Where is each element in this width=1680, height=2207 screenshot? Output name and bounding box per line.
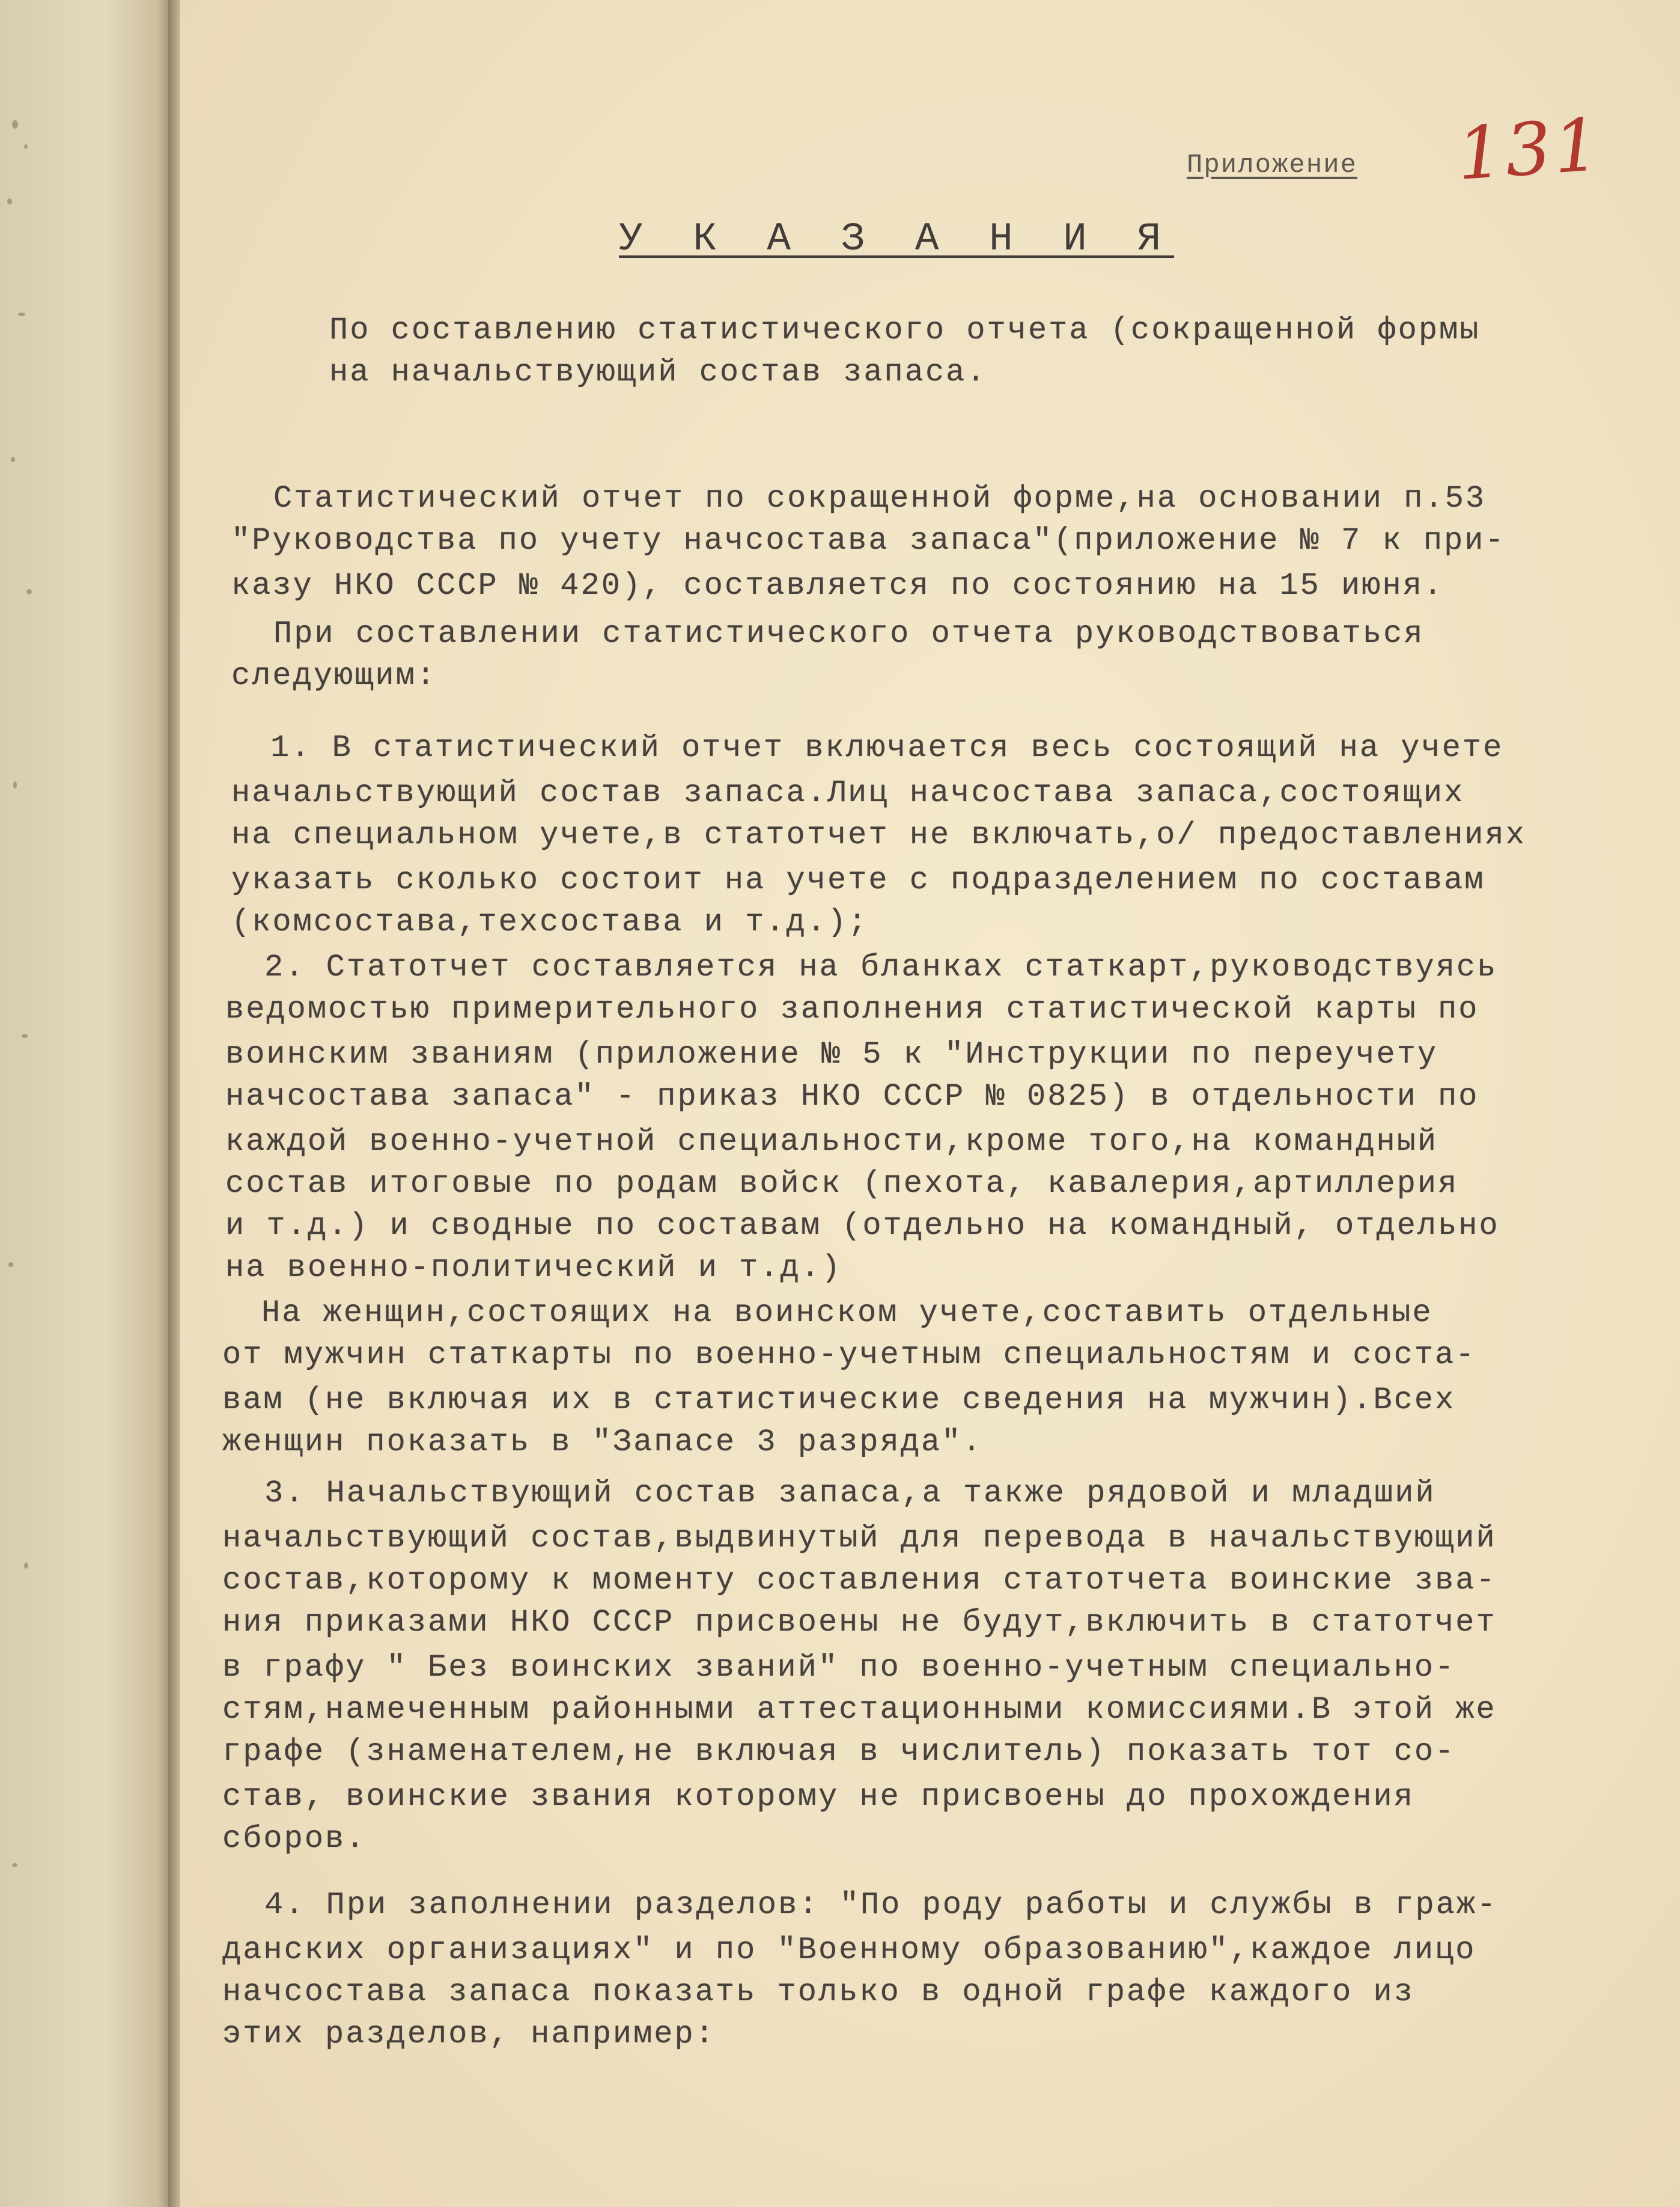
body-line: 1. В статистический отчет включается весь состоящий на учете [270,730,1504,766]
body-line: начсостава запаса" - приказ НКО СССР № 0825) в отдельности по [225,1079,1479,1114]
body-line: Статистический отчет по сокращенной форме,на основании п.53 [273,481,1487,516]
body-line: казу НКО СССР № 420), составляется по состоянию на 15 июня. [231,568,1444,603]
body-line: "Руководства по учету начсостава запаса"(приложение № 7 к при- [231,523,1506,558]
body-line: в графу " Без воинских званий" по военно-учетным специально- [222,1650,1456,1685]
subtitle-line: на начальствующий состав запаса. [329,355,987,390]
body-line: 4. При заполнении разделов: "По роду работы и службы в граж- [264,1887,1498,1923]
body-line: на специальном учете,в статотчет не включать,о/ предоставлениях [231,817,1526,853]
body-line: каждой военно-учетной специальности,кроме того,на командный [225,1124,1438,1159]
body-line: указать сколько состоит на учете с подразделением по составам [231,862,1485,898]
body-line: начальствующий состав запаса.Лиц начсостава запаса,состоящих [231,775,1465,811]
body-line: 3. Начальствующий состав запаса,а также рядовой и младший [264,1476,1436,1511]
body-line: (комсостава,техсостава и т.д.); [231,905,869,940]
body-line: На женщин,состоящих на воинском учете,составить отдельные [261,1295,1433,1331]
body-line: став, воинские звания которому не присвоены до прохождения [222,1779,1414,1815]
body-line: графе (знаменателем,не включая в числитель) показать тот со- [222,1734,1456,1769]
appendix-mark: Приложение [1187,150,1358,180]
folio-number: 131 [1454,103,1605,197]
body-line: начальствующий состав,выдвинутый для перевода в начальствующий [222,1521,1497,1556]
body-line: состав,которому к моменту составления статотчета воинские зва- [222,1563,1497,1598]
document-title: У К А З А Н И Я [619,216,1175,261]
body-line: ния приказами НКО СССР присвоены не будут,включить в статотчет [222,1605,1497,1640]
body-line: При составлении статистического отчета руководствоваться [273,616,1425,652]
body-line: следующим: [231,658,437,694]
body-line: воинским званиям (приложение № 5 к "Инструкции по переучету [225,1037,1438,1072]
body-line: от мужчин статкарты по военно-учетным специальностям и соста- [222,1337,1476,1373]
body-line: данских организациях" и по "Военному образованию",каждое лицо [222,1932,1476,1968]
body-line: этих разделов, например: [222,2016,716,2052]
subtitle-line: По составлению статистического отчета (сокращенной формы [329,313,1481,348]
body-line: 2. Статотчет составляется на бланках статкарт,руководствуясь [264,950,1498,985]
body-line: стям,намеченным районными аттестационными комиссиями.В этой же [222,1692,1497,1727]
body-line: женщин показать в "Запасе 3 разряда". [222,1424,983,1460]
body-line: сборов. [222,1821,367,1857]
body-line: и т.д.) и сводные по составам (отдельно на командный, отдельно [225,1208,1500,1244]
body-line: вам (не включая их в статистические сведения на мужчин).Всех [222,1382,1456,1418]
body-line: на военно-политический и т.д.) [225,1250,842,1286]
body-line: начсостава запаса показать только в одной графе каждого из [222,1974,1414,2010]
body-line: состав итоговые по родам войск (пехота, кавалерия,артиллерия [225,1166,1459,1201]
body-line: ведомостью примерительного заполнения статистической карты по [225,992,1479,1027]
